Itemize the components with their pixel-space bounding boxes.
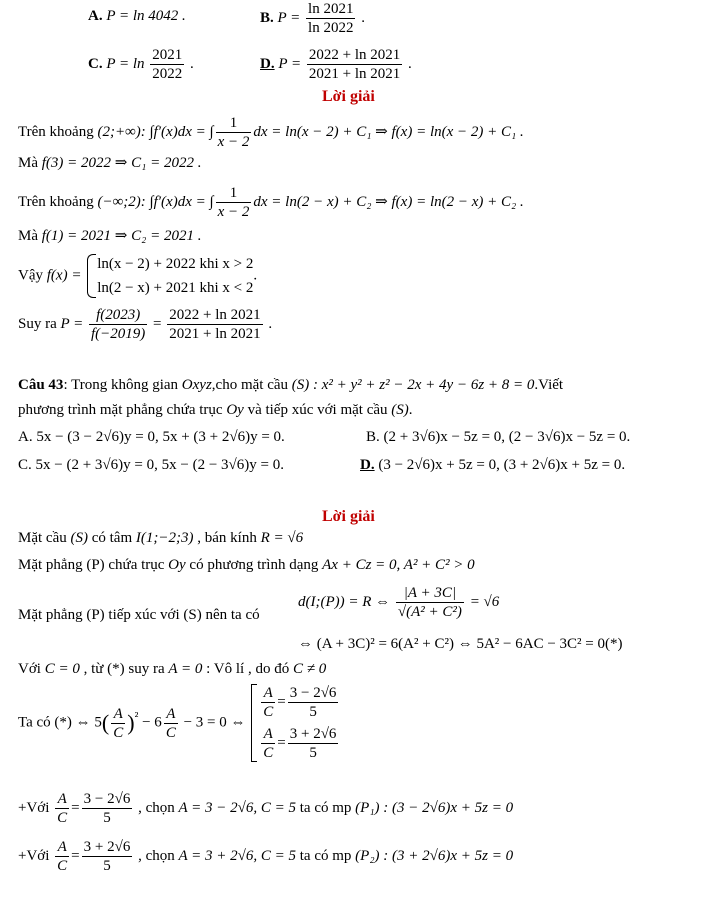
solution-bracket: $\frac{A}{C}$ = $\frac{3 - 2√6}{5}$ $\frac{A}{C}$ = $\frac{3 + 2√6}{5}$ <box>249 684 340 762</box>
option-d-fraction: $\frac{2022 + \ln 2021}{2021 + \ln 2021}$ <box>308 47 401 82</box>
option-a: A. P = ln 4042 . <box>88 8 186 24</box>
sol2-line5: Với C = 0 , từ (*) suy ra A = 0 : Vô lí , do đó C ≠ 0 <box>18 661 327 677</box>
option-c: C. P = ln $\frac{2021}{2022}$ . <box>88 47 194 82</box>
option-c-fraction: $\frac{2021}{2022}$ <box>152 47 183 82</box>
q43-option-b: B. (2 + 3√6)x − 5z = 0, (2 − 3√6)x − 5z = 0. <box>366 429 631 445</box>
solution-heading-2: Lời giải <box>322 508 375 525</box>
sol1-line6: Suy ra P = $\frac{f(2023)}{f(-2019)}$ = $\frac{2022 + \ln 2021}{2021 + \ln 2021}$ . <box>18 307 273 342</box>
q43-option-c: C. 5x − (2 + 3√6)y = 0, 5x − (2 − 3√6)y = 0. <box>18 457 284 473</box>
sol1-line4: Mà f(1) = 2021 ⇒ C₂ = 2021 . <box>18 228 202 244</box>
sol2-line4: ⇔ (A + 3C)² = 6(A² + C²) ⇔ 5A² − 6AC − 3C² = 0(*) <box>298 636 623 652</box>
option-b: B. P = $\frac{\ln 2021}{\ln 2022}$ . <box>260 1 365 36</box>
q43-option-a: A. 5x − (3 − 2√6)y = 0, 5x + (3 + 2√6)y = 0. <box>18 429 285 445</box>
sol1-line3: Trên khoảng (−∞;2): ∫f′(x)dx = ∫ $\frac{1}{x - 2}$ dx = ln(2 − x) + C₂ ⇒ f(x) = ln(2 − x) + C₂ . <box>18 185 524 220</box>
q43-option-d: D. (3 − 2√6)x + 5z = 0, (3 + 2√6)x + 5z = 0. <box>360 457 626 473</box>
option-d: D. P = $\frac{2022 + \ln 2021}{2021 + \ln 2021}$ . <box>260 47 412 82</box>
sol1-line5: Vậy f(x) = ln(x − 2) + 2022 khi x > 2 ln(2 − x) + 2021 khi x < 2 . <box>18 252 257 300</box>
solution-heading-1: Lời giải <box>322 88 375 105</box>
sol2-line1: Mặt cầu (S) có tâm I(1;−2;3) , bán kính R = √6 <box>18 530 304 546</box>
question-43-line2: phương trình mặt phẳng chứa trục Oy và tiếp xúc với mặt cầu (S). <box>18 402 413 418</box>
sol2-line3-math: d(I;(P)) = R ⇔ $\frac{|A + 3C|}{\text{√(A² + C²)}}$ = √6 <box>298 585 500 620</box>
sol2-line3-text: Mặt phẳng (P) tiếp xúc với (S) nên ta có <box>18 607 260 623</box>
sol2-line2: Mặt phẳng (P) chứa trục Oy có phương trình dạng Ax + Cz = 0, A² + C² > 0 <box>18 557 475 573</box>
sol1-line2: Mà f(3) = 2022 ⇒ C₁ = 2022 . <box>18 155 202 171</box>
sol2-line7: +Với $\frac{A}{C}$ = $\frac{3 - 2√6}{5}$ , chọn A = 3 − 2√6, C = 5 ta có mp (P₁) : (3 − 2√6)x + 5z = 0 <box>18 791 514 826</box>
sol1-line1: Trên khoảng (2;+∞): ∫f′(x)dx = ∫ $\frac{1}{x - 2}$ dx = ln(x − 2) + C₁ ⇒ f(x) = ln(x − 2) + C₁ . <box>18 115 524 150</box>
question-43-line1: Câu 43: Trong không gian Oxyz,cho mặt cầu (S) : x² + y² + z² − 2x + 4y − 6z + 8 = 0.Viết <box>18 377 564 393</box>
option-b-fraction: $\frac{\ln 2021}{\ln 2022}$ <box>308 1 354 36</box>
piecewise-brace: ln(x − 2) + 2022 khi x > 2 ln(2 − x) + 2021 khi x < 2 <box>85 252 253 300</box>
sol2-line8: +Với $\frac{A}{C}$ = $\frac{3 + 2√6}{5}$ , chọn A = 3 + 2√6, C = 5 ta có mp (P₂) : (3 + 2√6)x + 5z = 0 <box>18 839 514 874</box>
sol2-line6: Ta có (*) ⇔ 5( $\frac{A}{C}$ )$^{^2}$ − 6 $\frac{A}{C}$ − 3 = 0 ⇔ $\frac{A}{C}$ = $\frac{3 - 2√6}{5}$ $\frac{A}{C}$ = $\frac{3 + 2√6}{5}$ <box>18 684 340 762</box>
